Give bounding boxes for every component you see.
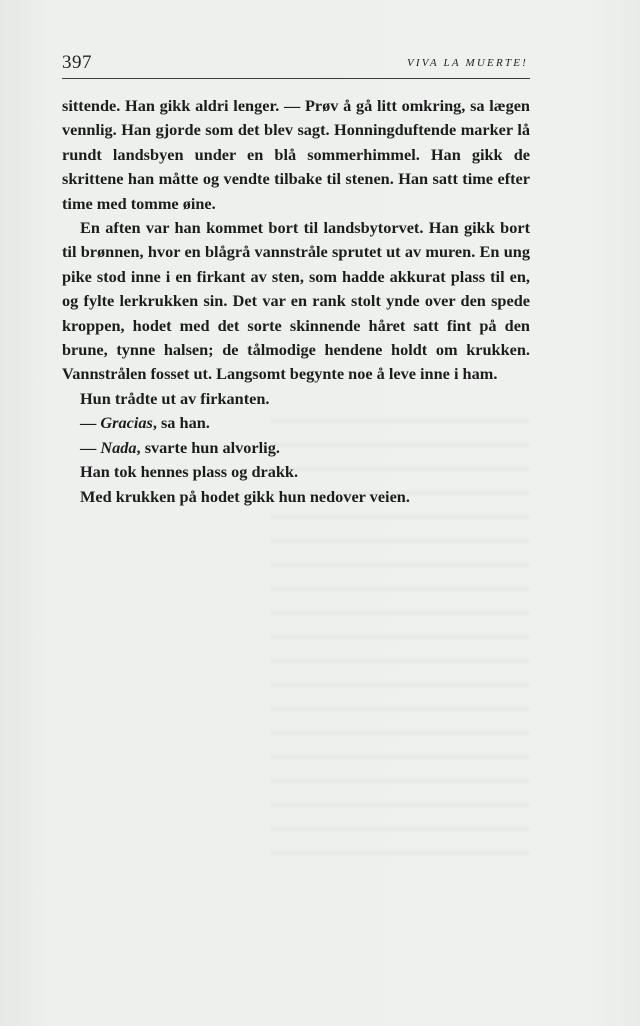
closing-line-1: Han tok hennes plass og drakk. (80, 462, 299, 482)
paragraph-2: En aften var han kommet bort til landsbytorvet. Han gikk bort til brønnen, hvor en blågrå vannstråle sprutet ut av muren. En ung pike stod inne i en firkant av sten, som hadde akkurat plass til en, og fylte lerkrukken sin. Det var en rank stolt ynde over den spede kroppen, hodet med det sorte skinnende håret satt fint på den brune, tynne halsen; de tålmodige hendene holdt om krukken. Vannstrålen fosset ut. Langsomt begynte noe å leve inne i ham. (62, 218, 530, 384)
paragraph-1: sittende. Han gikk aldri lenger. — Prøv å gå litt omkring, sa lægen vennlig. Han gjorde som det blev sagt. Honningduftende marker lå rundt landsbyen under en blå sommerhimmel. Han gikk de skrittene han måtte og vendte tilbake til stenen. Han satt time efter time med tomme øine. (62, 96, 530, 213)
page-header (62, 52, 530, 79)
dialogue-word-nada: Nada (100, 437, 137, 457)
body-text (62, 94, 530, 509)
dialogue-word-gracias: Gracias (100, 413, 153, 433)
dialogue-line-2: — Nada, svarte hun alvorlig. (80, 437, 280, 457)
page-number: 397 (62, 52, 92, 73)
closing-line-2: Med krukken på hodet gikk hun nedover veien. (80, 486, 410, 506)
running-title: VIVA LA MUERTE! (407, 57, 528, 69)
dialogue-line-1: — Gracias, sa han. (80, 413, 210, 433)
paragraph-3: Hun trådte ut av firkanten. (80, 388, 270, 408)
